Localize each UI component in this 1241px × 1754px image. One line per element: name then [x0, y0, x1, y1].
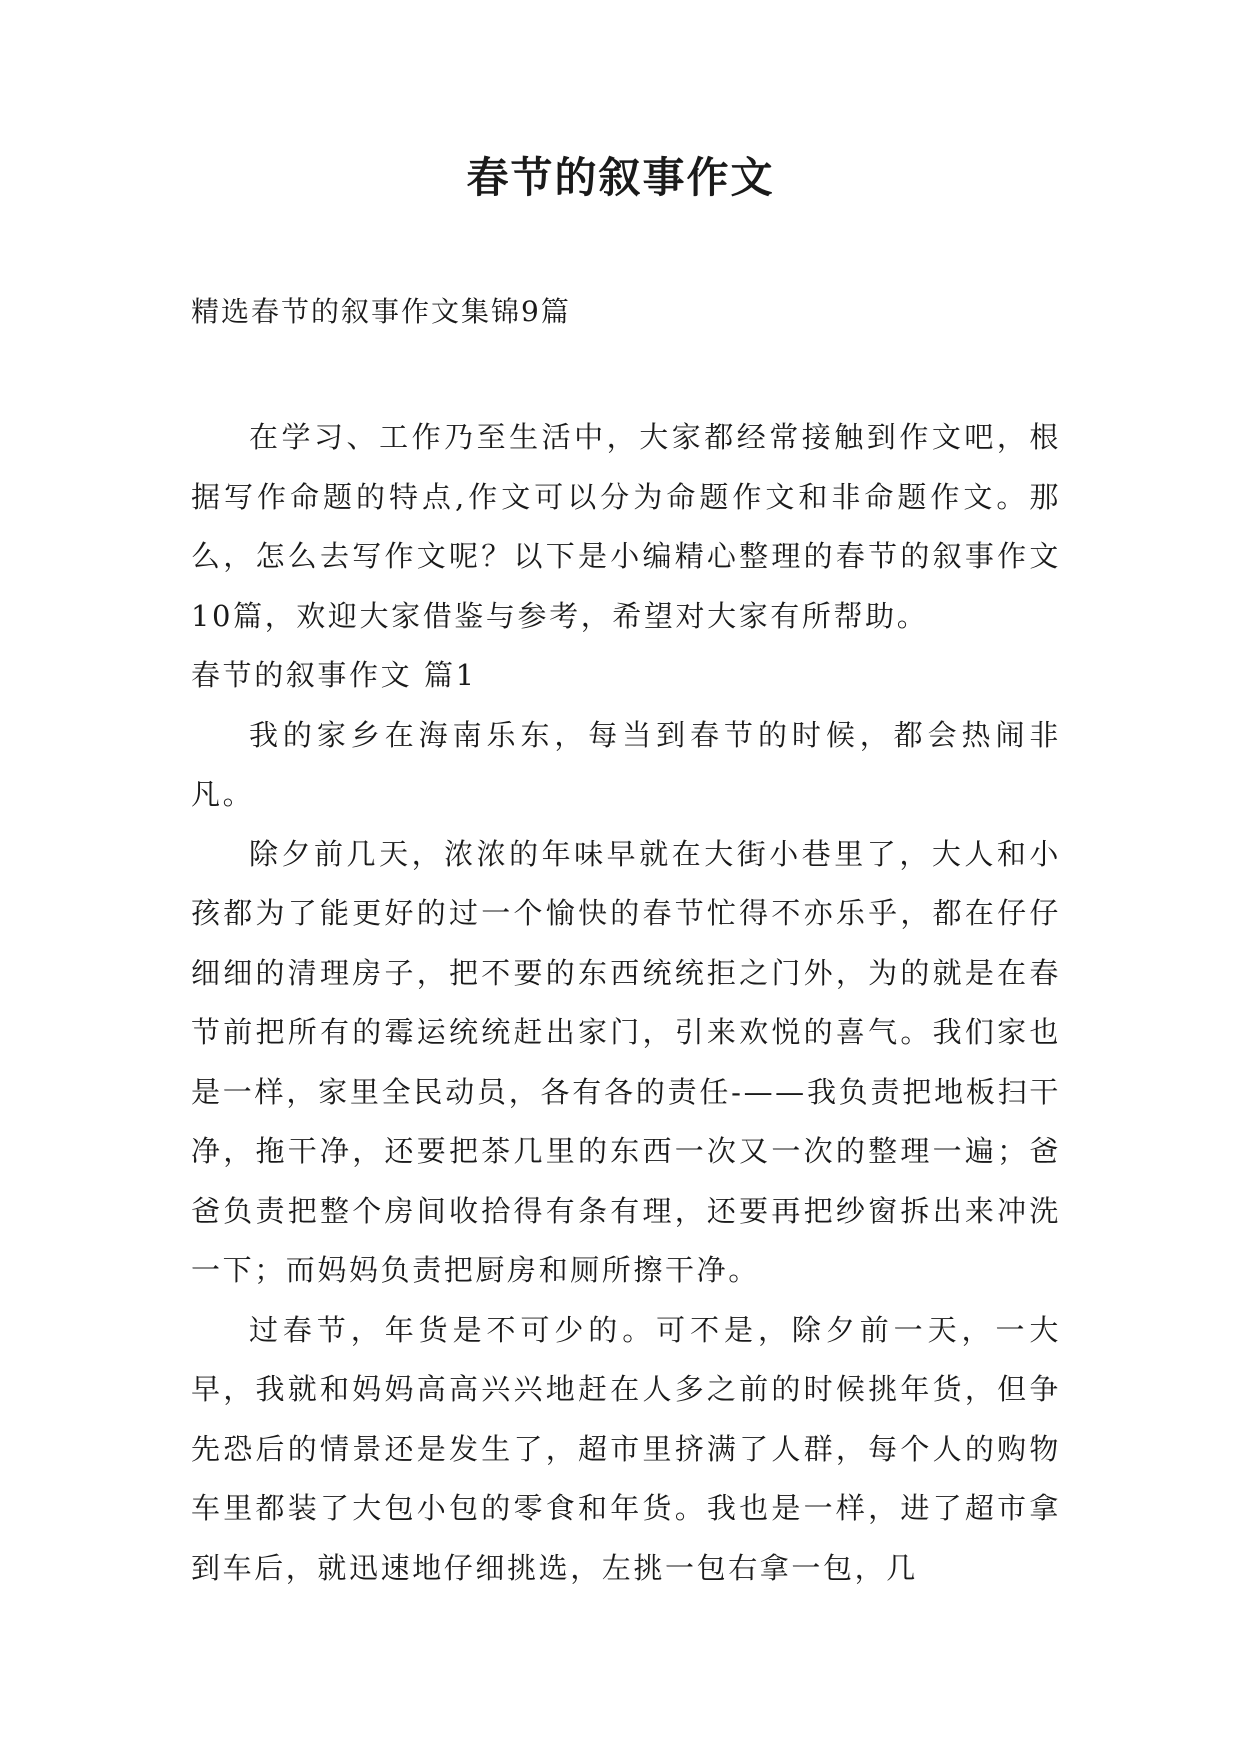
body-paragraph: 过春节，年货是不可少的。可不是，除夕前一天，一大早，我就和妈妈高高兴兴地赶在人多之前的时候挑年货，但争先恐后的情景还是发生了，超市里挤满了人群，每个人的购物车里都装了大包小包的零食和年货。我也是一样，进了超市拿到车后，就迅速地仔细挑选，左挑一包右拿一包，几: [191, 1312, 1061, 1585]
intro-paragraph: 在学习、工作乃至生活中，大家都经常接触到作文吧，根据写作命题的特点,作文可以分为命题作文和非命题作文。那么，怎么去写作文呢？以下是小编精心整理的春节的叙事作文10篇，欢迎大家借鉴与参考，希望对大家有所帮助。: [191, 420, 1061, 633]
document-subtitle: 精选春节的叙事作文集锦9篇: [191, 295, 571, 328]
body-paragraph: 我的家乡在海南乐东，每当到春节的时候，都会热闹非凡。: [191, 717, 1061, 811]
section-heading: 春节的叙事作文 篇1: [191, 658, 477, 692]
document-title: 春节的叙事作文: [466, 153, 775, 202]
document-body: [191, 408, 1061, 1598]
body-paragraph: 除夕前几天，浓浓的年味早就在大街小巷里了，大人和小孩都为了能更好的过一个愉快的春节忙得不亦乐乎，都在仔仔细细的清理房子，把不要的东西统统拒之门外，为的就是在春节前把所有的霉运统统赶出家门，引来欢悦的喜气。我们家也是一样，家里全民动员，各有各的责任-——我负责把地板扫干净，拖干净，还要把茶几里的东西一次又一次的整理一遍；爸爸负责把整个房间收拾得有条有理，还要再把纱窗拆出来冲洗一下；而妈妈负责把厨房和厕所擦干净。: [191, 836, 1061, 1287]
